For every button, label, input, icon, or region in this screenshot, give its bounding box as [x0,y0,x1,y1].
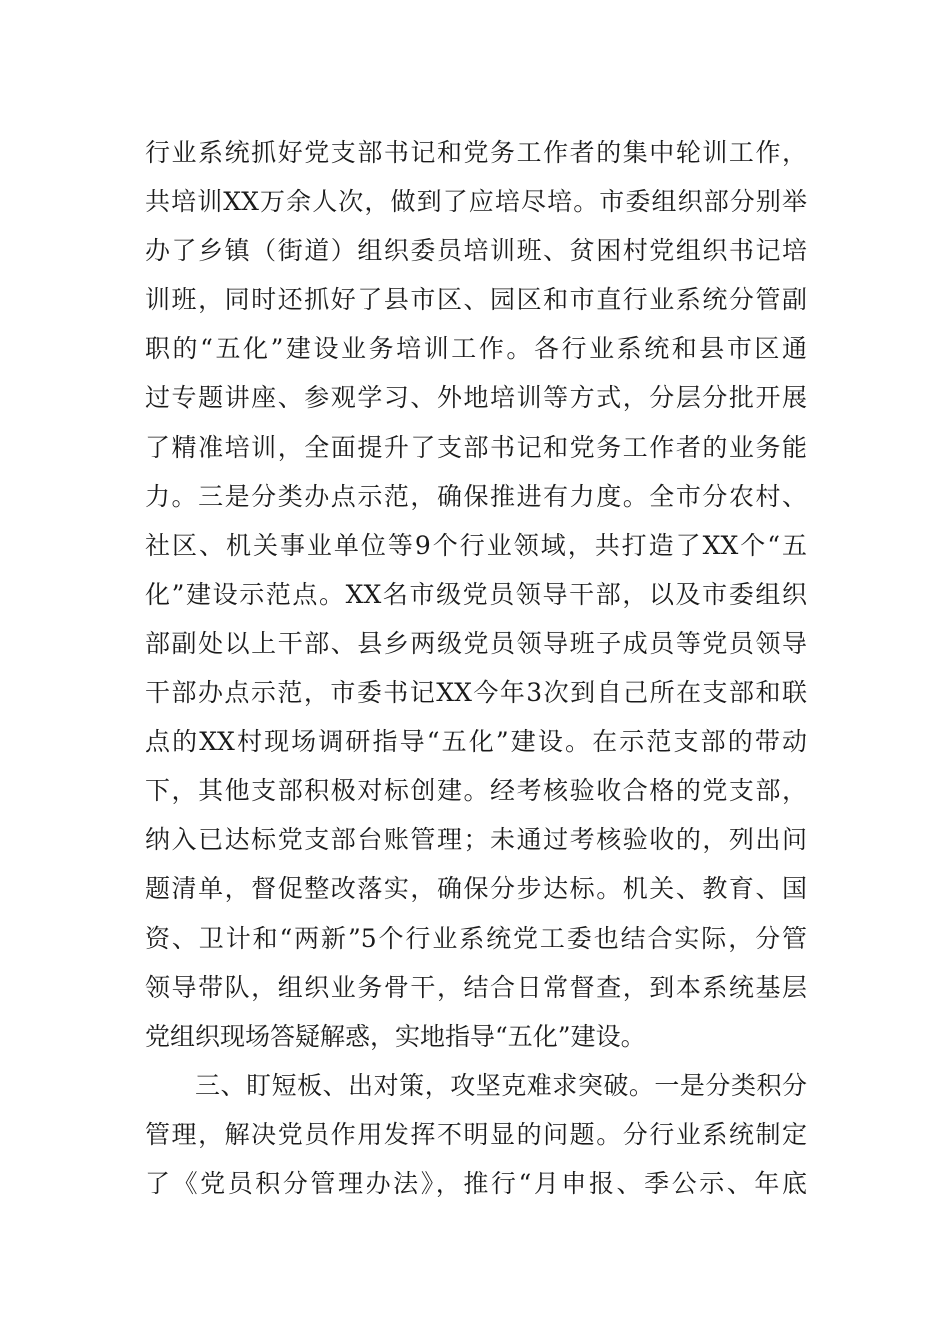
document-body [145,128,807,1208]
text-line: 共培训XX万余人次，做到了应培尽培。市委组织部分别举 [145,187,807,217]
text-line: 化”建设示范点。XX名市级党员领导干部，以及市委组织 [145,579,807,609]
text-line: 了精准培训，全面提升了支部书记和党务工作者的业务能 [145,432,807,462]
text-line: 党组织现场答疑解惑，实地指导“五化”建设。 [145,1021,646,1051]
text-line: 力。三是分类办点示范，确保推进有力度。全市分农村、 [145,481,807,511]
text-line: 纳入已达标党支部台账管理；未通过考核验收的，列出问 [145,825,807,855]
text-line: 职的“五化”建设业务培训工作。各行业系统和县市区通 [145,334,807,364]
text-line: 领导带队，组织业务骨干，结合日常督查，到本系统基层 [145,972,807,1002]
text-line: 办了乡镇（街道）组织委员培训班、贫困村党组织书记培 [145,236,807,266]
text-line: 资、卫计和“两新”5个行业系统党工委也结合实际，分管 [145,923,807,953]
text-line: 行业系统抓好党支部书记和党务工作者的集中轮训工作， [145,138,807,167]
text-line: 部副处以上干部、县乡两级党员领导班子成员等党员领导 [145,628,807,658]
text-line: 训班，同时还抓好了县市区、园区和市直行业系统分管副 [145,285,807,315]
text-line: 点的XX村现场调研指导“五化”建设。在示范支部的带动 [145,727,807,757]
text-line: 过专题讲座、参观学习、外地培训等方式，分层分批开展 [145,383,807,413]
text-line: 社区、机关事业单位等9个行业领域，共打造了XX个“五 [145,530,807,560]
text-line: 题清单，督促整改落实，确保分步达标。机关、教育、国 [145,874,807,904]
text-line: 干部办点示范，市委书记XX今年3次到自己所在支部和联 [145,678,807,708]
text-line: 了《党员积分管理办法》，推行“月申报、季公示、年底 [145,1168,807,1198]
section-heading-line: 三、盯短板、出对策，攻坚克难求突破。一是分类积分 [195,1070,807,1100]
text-line: 下，其他支部积极对标创建。经考核验收合格的党支部， [145,776,807,806]
text-line: 管理，解决党员作用发挥不明显的问题。分行业系统制定 [145,1119,807,1149]
